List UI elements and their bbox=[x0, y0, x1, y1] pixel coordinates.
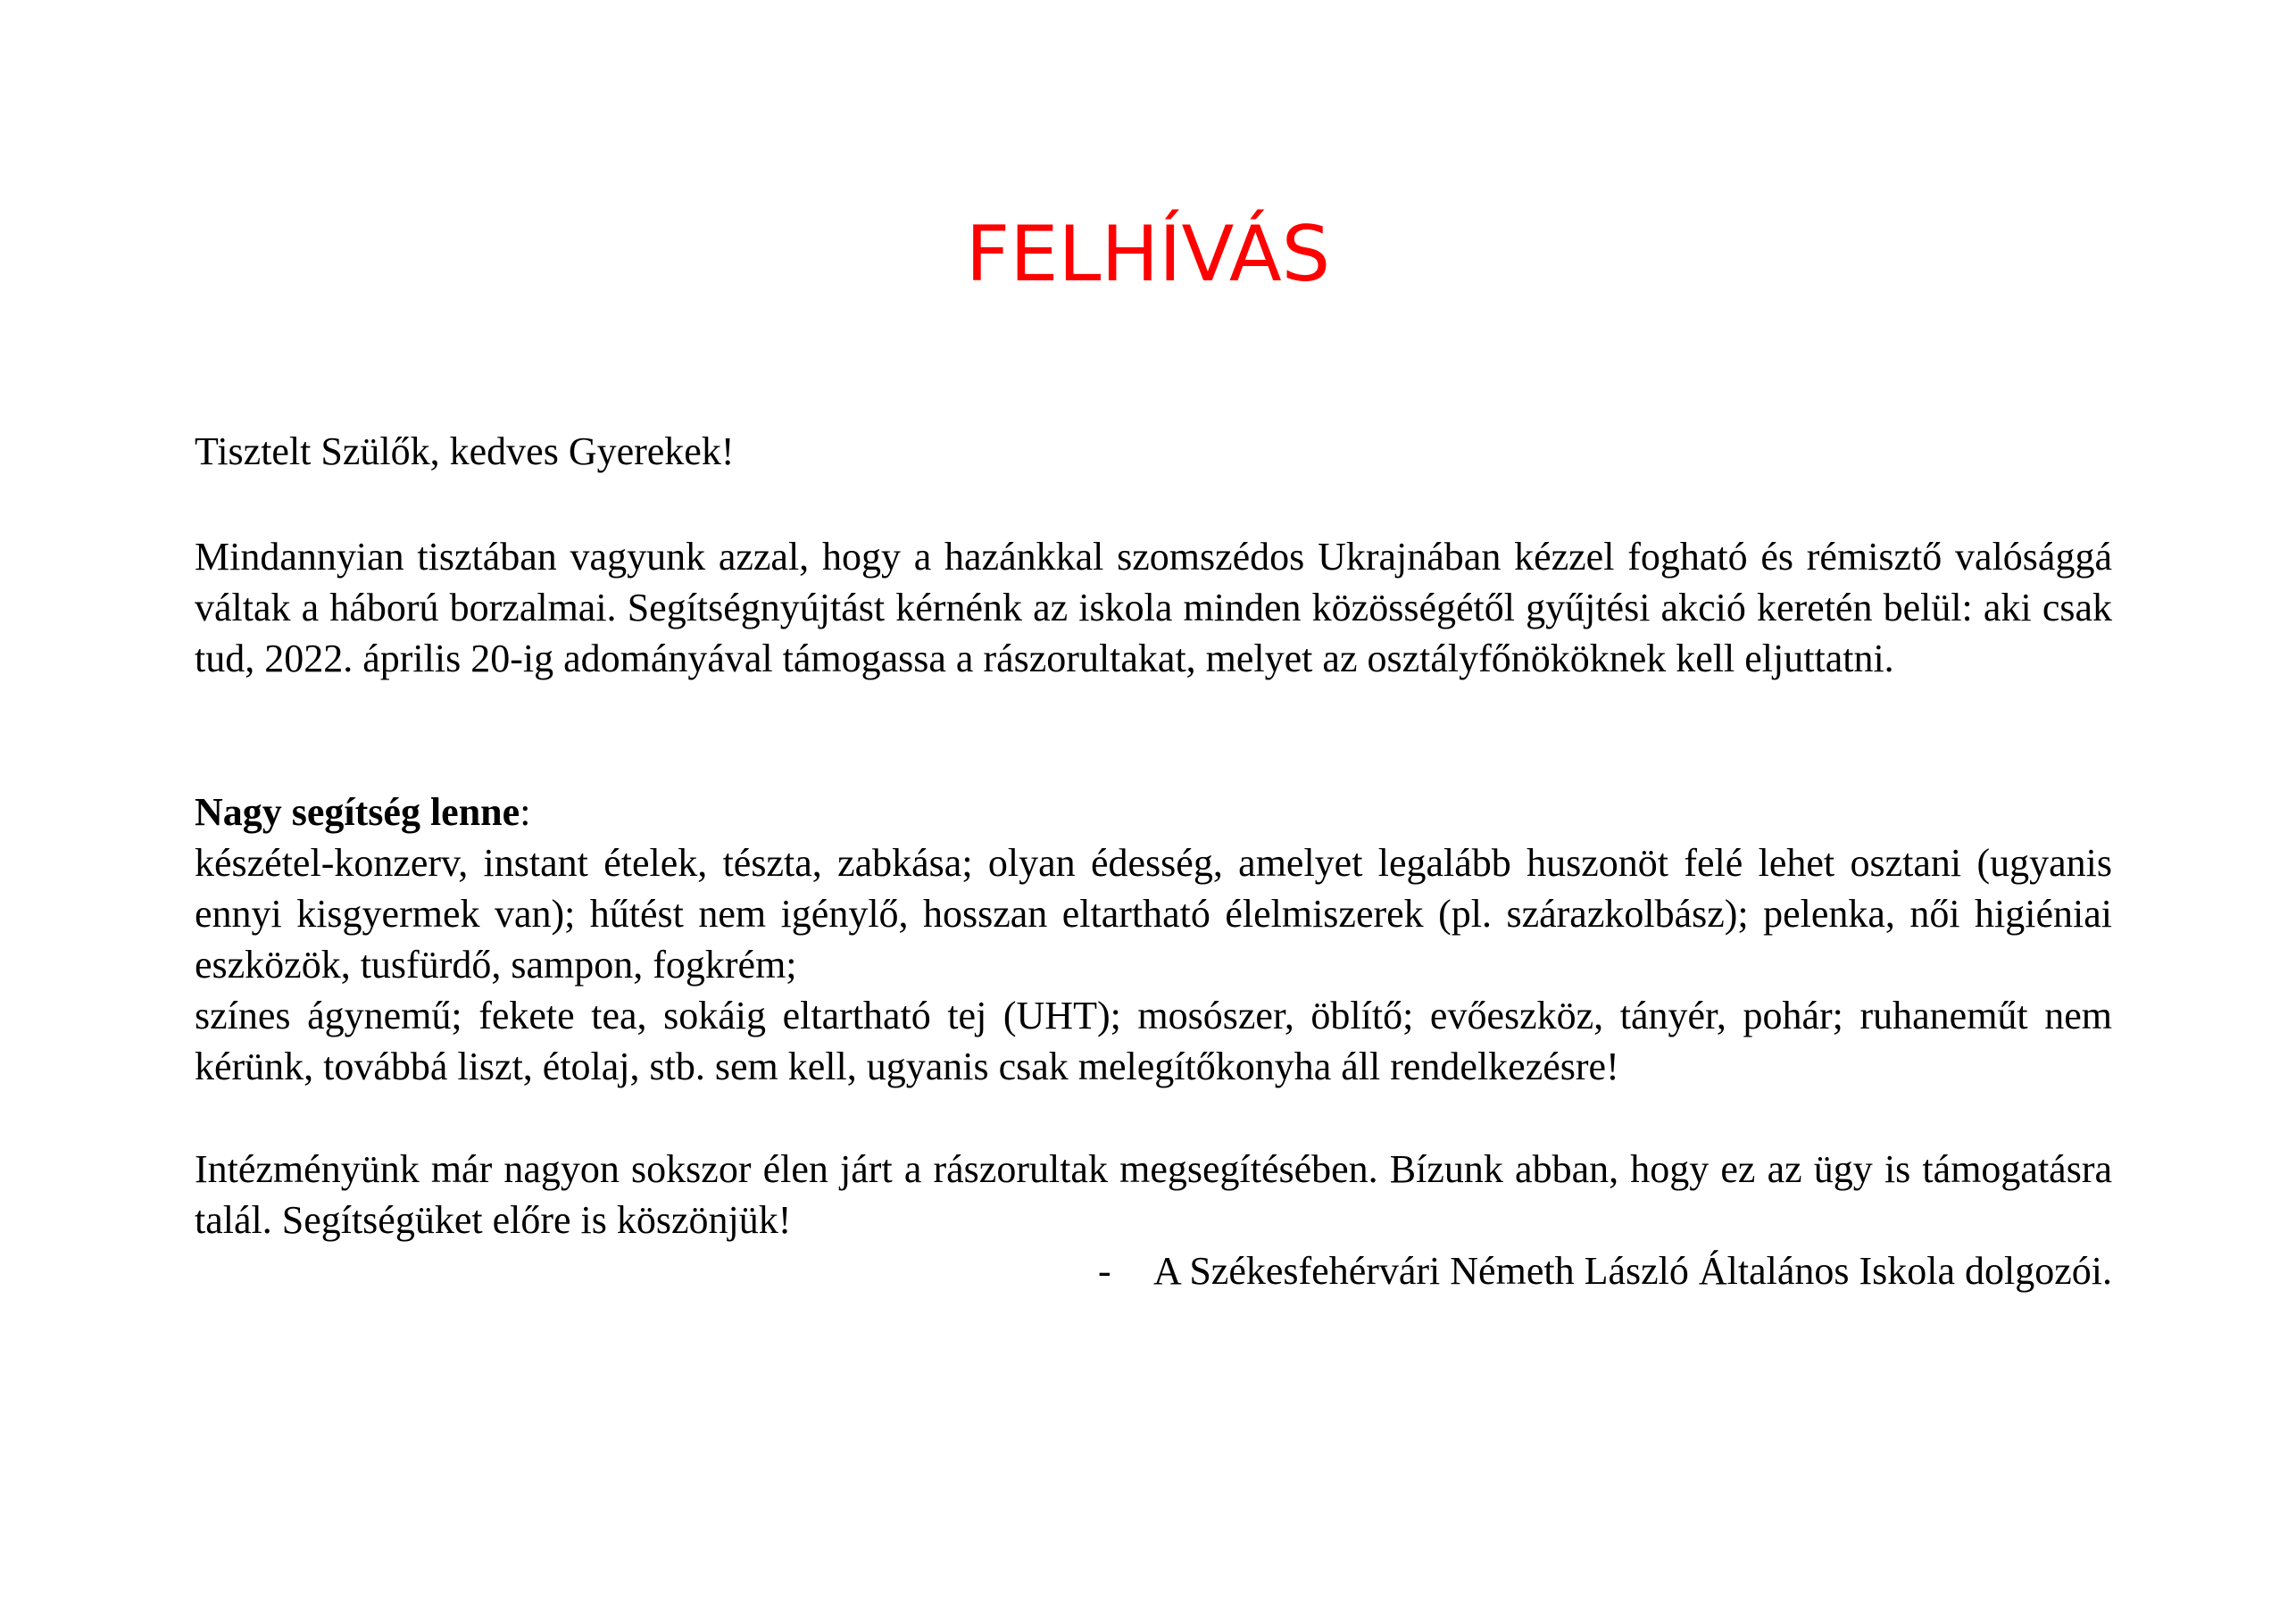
help-heading-line bbox=[195, 787, 2112, 837]
greeting-text: Tisztelt Szülők, kedves Gyerekek! bbox=[195, 429, 735, 473]
document-title: FELHÍVÁS bbox=[965, 210, 1331, 299]
greeting-block bbox=[195, 426, 2112, 477]
help-block bbox=[195, 787, 2112, 1092]
help-items-paragraph-2: színes ágynemű; fekete tea, sokáig eltartható tej (UHT); mosószer, öblítő; evőeszköz, tányér, pohár; ruhaneműt nem kérünk, továbbá liszt, étolaj, stb. sem kell, ugyanis csak melegítőkonyha áll rendelkezésre! bbox=[195, 994, 2112, 1088]
help-heading-colon: : bbox=[520, 790, 531, 834]
help-heading: Nagy segítség lenne bbox=[195, 790, 520, 834]
signature-line bbox=[1098, 1245, 2112, 1296]
help-items-paragraph-1: készétel-konzerv, instant ételek, tészta, zabkása; olyan édesség, amelyet legalább huszonöt felé lehet osztani (ugyanis ennyi kisgyermek van); hűtést nem igénylő, hosszan eltartható élelmiszerek (pl. szárazkolbász); pelenka, női higiéniai eszközök, tusfürdő, sampon, fogkrém; bbox=[195, 841, 2112, 987]
signature-dash: - bbox=[1097, 1249, 1111, 1293]
closing-paragraph: Intézményünk már nagyon sokszor élen járt a rászorultak megsegítésében. Bízunk abban, hogy ez az ügy is támogatásra talál. Segítségüket előre is köszönjük! bbox=[195, 1147, 2112, 1242]
intro-block bbox=[195, 531, 2112, 684]
closing-block bbox=[195, 1144, 2112, 1245]
signature-text: A Székesfehérvári Németh László Általános Iskola dolgozói. bbox=[1152, 1249, 2112, 1293]
intro-paragraph: Mindannyian tisztában vagyunk azzal, hogy a hazánkkal szomszédos Ukrajnában kézzel fogható és rémisztő valósággá váltak a háború borzalmai. Segítségnyújtást kérnénk az iskola minden közösségétől gyűjtési akció keretén belül: aki csak tud, 2022. április 20-ig adományával támogassa a rászorultakat, melyet az osztályfőnököknek kell eljuttatni. bbox=[195, 535, 2112, 680]
